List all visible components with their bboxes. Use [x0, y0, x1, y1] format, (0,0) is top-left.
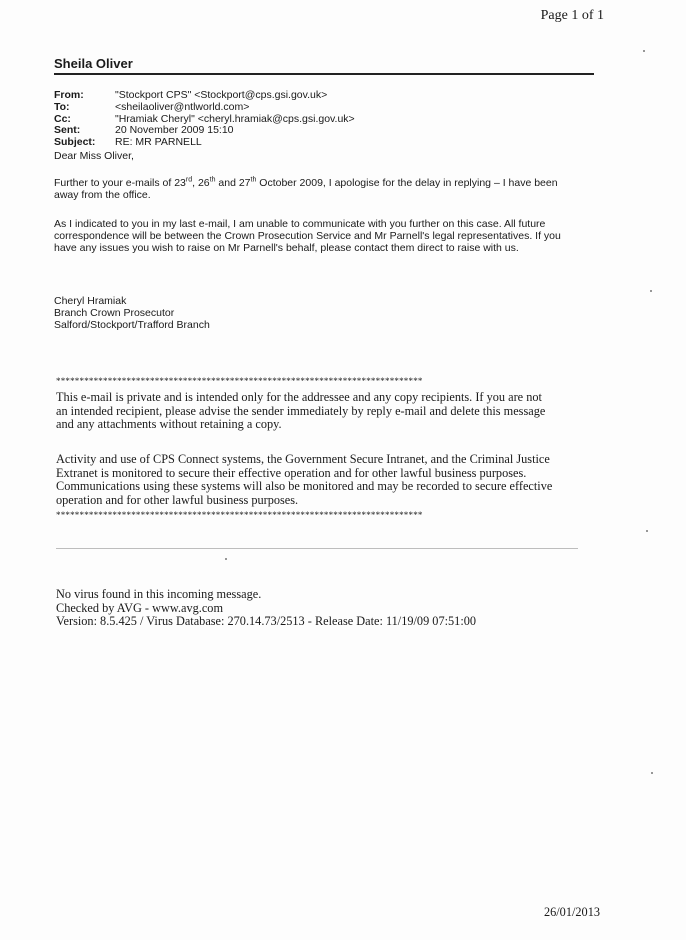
header-label: To: [54, 100, 70, 113]
scan-speck [643, 50, 645, 52]
header-row-to [54, 102, 355, 114]
virus-line-1: No virus found in this incoming message. [56, 587, 262, 601]
virus-check-block [56, 588, 616, 629]
header-value: "Stockport CPS" <Stockport@cps.gsi.gov.uk> [115, 89, 328, 101]
paragraph-2: As I indicated to you in my last e-mail, I am unable to communicate with you further on this case. All future correspondence will be between the Crown Prosecution Service and Mr Parnell's legal representatives. If you have any issues you wish to raise on Mr Parnell's behalf, please contact them direct to raise with us. [54, 218, 561, 254]
header-value: 20 November 2009 15:10 [115, 124, 234, 137]
signature-branch: Salford/Stockport/Trafford Branch [54, 319, 210, 331]
paragraph-1: Further to your e-mails of 23rd, 26th and 27th October 2009, I apologise for the delay in replying – I have been away from the office. [54, 176, 558, 201]
separator-top: ****************************************************************************** [56, 376, 423, 386]
header-label: Subject: [54, 136, 96, 149]
name-divider [54, 73, 594, 75]
scan-speck [225, 558, 227, 560]
page-number: Page 1 of 1 [540, 8, 604, 23]
footer-date: 26/01/2013 [543, 905, 600, 919]
signature-name: Cheryl Hramiak [54, 295, 127, 307]
header-row-subject [54, 137, 355, 149]
email-headers [54, 90, 355, 149]
header-label: From: [54, 89, 84, 101]
scan-speck [646, 530, 648, 532]
header-value: "Hramiak Cheryl" <cheryl.hramiak@cps.gsi.gov.uk> [115, 112, 355, 125]
header-value: RE: MR PARNELL [115, 136, 202, 149]
disclaimer-privacy: This e-mail is private and is intended only for the addressee and any copy recipients. If you are not an intended recipient, please advise the sender immediately by reply e-mail and delete this message and any attachments without retaining a copy. [56, 390, 546, 432]
header-value: <sheilaoliver@ntlworld.com> [115, 100, 250, 113]
disclaimer-monitoring: Activity and use of CPS Connect systems, the Government Secure Intranet, and the Criminal Justice Extranet is monitored to secure their effective operation and for other lawful business purposes. Communications using these systems will also be monitored and may be recorded to secure effective operation and for other lawful business purposes. [56, 452, 553, 507]
signature-block [54, 295, 574, 331]
sender-name: Sheila Oliver [54, 56, 133, 71]
scan-speck [650, 290, 652, 292]
separator-bottom: ****************************************************************************** [56, 510, 423, 520]
header-row-sent [54, 125, 355, 137]
signature-title: Branch Crown Prosecutor [54, 307, 175, 319]
virus-line-3: Version: 8.5.425 / Virus Database: 270.14.73/2513 - Release Date: 11/19/09 07:51:00 [56, 614, 477, 629]
virus-line-2: Checked by AVG - www.avg.com [56, 600, 224, 615]
header-label: Sent: [54, 124, 81, 137]
scan-speck [651, 772, 653, 774]
grey-divider [56, 548, 578, 549]
salutation: Dear Miss Oliver, [54, 150, 134, 162]
header-label: Cc: [54, 112, 71, 125]
